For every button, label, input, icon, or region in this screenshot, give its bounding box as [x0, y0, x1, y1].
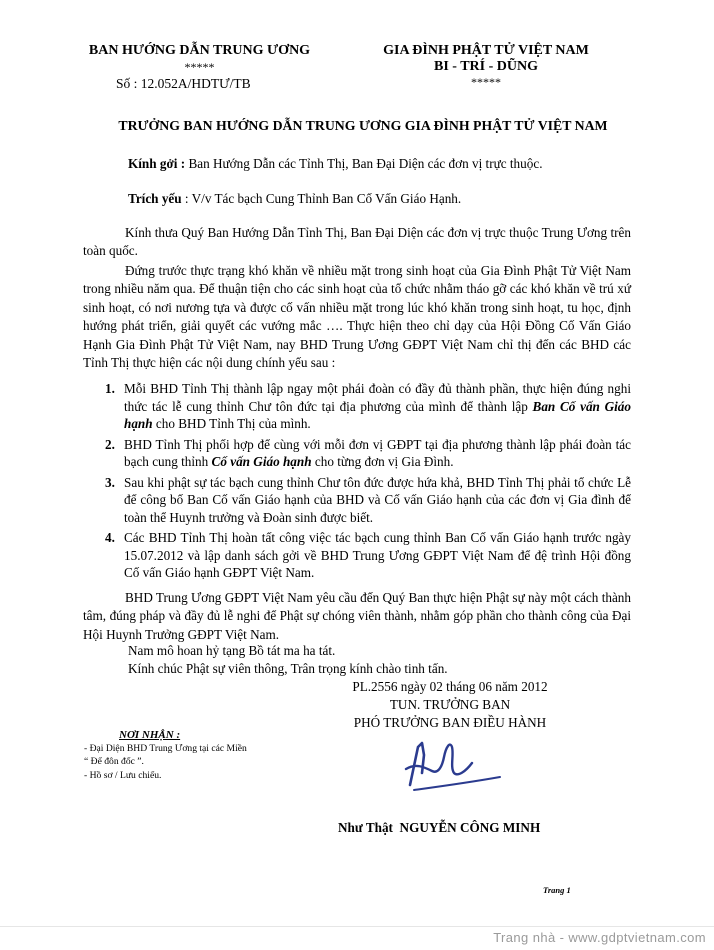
recipient-line: - Đại Diện BHD Trung Ương tại các Miền — [84, 743, 247, 754]
document-title: TRƯỞNG BAN HƯỚNG DẪN TRUNG ƯƠNG GIA ĐÌNH PHẬT TỬ VIỆT NAM — [118, 118, 608, 133]
signature-date: PL.2556 ngày 02 tháng 06 năm 2012 — [352, 679, 548, 694]
website-link[interactable]: Trang nhà - www.gdptvietnam.com — [493, 930, 706, 945]
closing-wishes: Kính chúc Phật sự viên thông, Trân trọng kính chào tinh tấn. — [128, 661, 448, 676]
right-organization-name: GIA ĐÌNH PHẬT TỬ VIỆT NAM — [383, 43, 589, 58]
motto: BI - TRÍ - DŨNG — [434, 59, 538, 74]
list-item-text: Sau khi phật sự tác bạch cung thỉnh Chư tôn đức được hứa khả, BHD Tỉnh Thị phải tổ chức Lễ để công bố Ban Cố vấn Giáo hạnh của BHD và Cố vấn Giáo hạnh của các đơn vị Gia đình để toàn thể Huynh trưởng và Đoàn sinh được biết. — [124, 474, 631, 525]
page-number: Trang 1 — [543, 885, 571, 895]
context-paragraph: Đứng trước thực trạng khó khăn về nhiều mặt trong sinh hoạt của Gia Đình Phật Tử Việt Nam trong nhiều năm qua. Để thuận tiện cho các sinh hoạt của tổ chức nhằm tháo gỡ các khó khăn về trú xứ sinh hoạt, có nơi nương tựa và được cố vấn nhiều mặt trong lúc khó khăn trong sinh hoạt, tu học, định hướng phát triển, giải quyết các vướng mắc …. Thực hiện theo chỉ dạy của Hội Đồng Cố Vấn Giáo Hạnh Gia Đình Phật Tử Việt Nam, nay BHD Trung Ương GĐPT Việt Nam chỉ thị đến các BHD các Tỉnh Thị thực hiện các nội dung chính yếu sau : — [83, 263, 631, 371]
left-stars: ***** — [184, 60, 215, 74]
recipient-line: “ Để đôn đốc ”. — [84, 756, 144, 767]
list-item-number: 2. — [105, 436, 115, 452]
list-item-text-end: cho từng đơn vị Gia Đình. — [311, 454, 454, 469]
addressee-label: Kính gởi : — [128, 156, 186, 171]
list-item-text: Các BHD Tỉnh Thị hoàn tất công việc tác bạch cung thỉnh Ban Cố vấn Giáo hạnh trước ngày 15.07.2012 và lập danh sách gởi về BHD Trung Ương GĐPT Việt Nam để đệ trình Hội đồng Cố vấn Giáo hạnh GĐPT Việt Nam. — [124, 530, 631, 580]
list-item-text-end: cho BHD Tỉnh Thị của mình. — [152, 416, 311, 431]
list-item — [83, 380, 631, 433]
signer-dharma-name: Như Thật — [338, 820, 393, 835]
list-item-emphasis: Cố vấn Giáo hạnh — [211, 454, 312, 469]
list-item — [83, 474, 631, 527]
subject-line — [128, 191, 461, 207]
recipients-label: NƠI NHẬN : — [119, 729, 181, 741]
greeting-paragraph: Kính thưa Quý Ban Hướng Dẫn Tỉnh Thị, Ban Đại Diện các đơn vị trực thuộc Trung Ương trên toàn quốc. — [83, 225, 631, 259]
addressee-text: Ban Hướng Dẫn các Tỉnh Thị, Ban Đại Diện các đơn vị trực thuộc. — [185, 156, 543, 171]
right-stars: ***** — [471, 75, 501, 89]
list-item-text: BHD Tỉnh Thị phối hợp để cùng với mỗi đơn vị GĐPT tại địa phương thành lập phái đoàn tác bạch cung thỉnh — [124, 436, 631, 469]
handwritten-signature — [396, 733, 516, 795]
signer-name-line — [338, 820, 540, 836]
list-item-emphasis: Ban Cố vấn Giáo hạnh — [124, 398, 631, 431]
subject-label: Trích yếu — [128, 191, 182, 206]
signature-role-2: PHÓ TRƯỞNG BAN ĐIỀU HÀNH — [353, 715, 547, 730]
list-item-number: 4. — [105, 530, 115, 545]
list-item — [83, 529, 631, 582]
closing-paragraph: BHD Trung Ương GĐPT Việt Nam yêu cầu đến Quý Ban thực hiện Phật sự này một cách thành tâm, đúng pháp và đầy đủ lễ nghi để Phật sự chóng viên thành, nhằm góp phần cho thành công của Đại Hội Huynh Trưởng GĐPT Việt Nam. — [83, 590, 631, 642]
closing-prayer: Nam mô hoan hỷ tạng Bồ tát ma ha tát. — [128, 643, 336, 658]
document-number: Số : 12.052A/HDTƯ/TB — [116, 76, 251, 91]
list-item — [83, 436, 631, 471]
left-organization-name: BAN HƯỚNG DẪN TRUNG ƯƠNG — [88, 43, 311, 58]
recipient-line: - Hồ sơ / Lưu chiểu. — [84, 770, 162, 781]
subject-text: : V/v Tác bạch Cung Thỉnh Ban Cố Vấn Giáo Hạnh. — [181, 191, 462, 206]
directive-list — [83, 380, 631, 582]
signer-name: NGUYỄN CÔNG MINH — [399, 820, 541, 835]
signature-role-1: TUN. TRƯỞNG BAN — [389, 697, 511, 712]
list-item-text: Mỗi BHD Tỉnh Thị thành lập ngay một phái đoàn có đầy đủ thành phần, thực hiện đúng nghi thức tác lễ cung thỉnh Chư tôn đức tại địa phương của mình để thành lập — [124, 381, 631, 414]
list-item-number: 3. — [105, 474, 115, 490]
list-item-number: 1. — [105, 381, 115, 396]
addressee-line — [128, 156, 543, 172]
footer-bar — [0, 926, 714, 950]
